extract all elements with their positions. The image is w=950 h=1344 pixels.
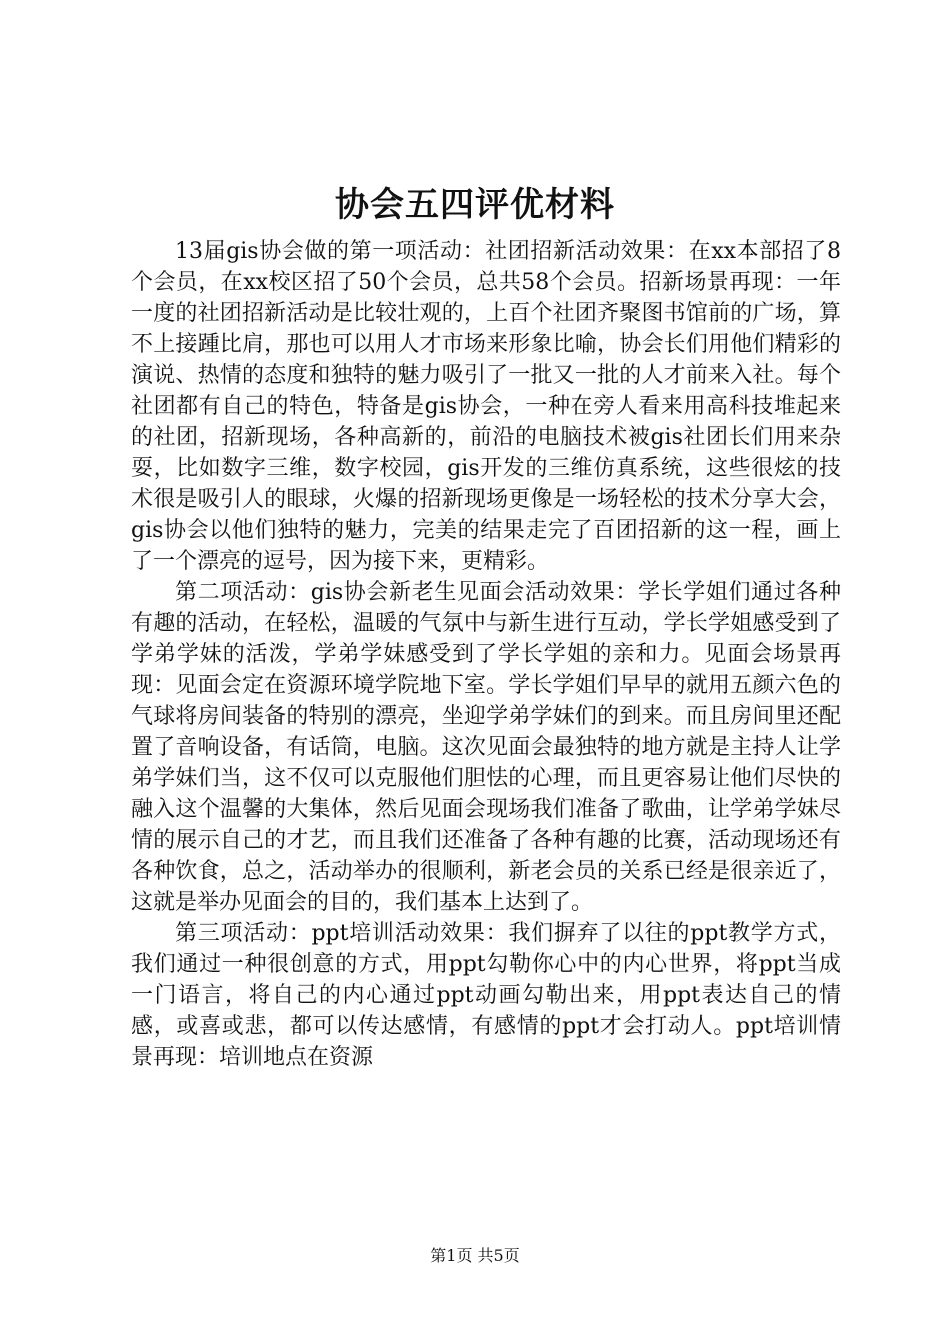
document-body: [131, 236, 841, 1073]
paragraph-activity-2: 第二项活动：gis协会新老生见面会活动效果：学长学姐们通过各种有趣的活动，在轻松，温暖的气氛中与新生进行互动，学长学姐感受到了学弟学妹的活泼，学弟学妹感受到了学长学姐的亲和力。见面会场景再现：见面会定在资源环境学院地下室。学长学姐们早早的就用五颜六色的气球将房间装备的特别的漂亮，坐迎学弟学妹们的到来。而且房间里还配置了音响设备，有话筒，电脑。这次见面会最独特的地方就是主持人让学弟学妹们当，这不仅可以克服他们胆怯的心理，而且更容易让他们尽快的融入这个温馨的大集体，然后见面会现场我们准备了歌曲，让学弟学妹尽情的展示自己的才艺，而且我们还准备了各种有趣的比赛，活动现场还有各种饮食，总之，活动举办的很顺利，新老会员的关系已经是很亲近了，这就是举办见面会的目的，我们基本上达到了。: [131, 580, 841, 915]
paragraph-activity-1: 13届gis协会做的第一项活动：社团招新活动效果：在xx本部招了8个会员，在xx校区招了50个会员，总共58个会员。招新场景再现：一年一度的社团招新活动是比较壮观的，上百个社团齐聚图书馆前的广场，算不上接踵比肩，那也可以用人才市场来形象比喻，协会长们用他们精彩的演说、热情的态度和独特的魅力吸引了一批又一批的人才前来入社。每个社团都有自己的特色，特备是gis协会，一种在旁人看来用高科技堆起来的社团，招新现场，各种高新的，前沿的电脑技术被gis社团长们用来杂耍，比如数字三维，数字校园，gis开发的三维仿真系统，这些很炫的技术很是吸引人的眼球，火爆的招新现场更像是一场轻松的技术分享大会，gis协会以他们独特的魅力，完美的结果走完了百团招新的这一程，画上了一个漂亮的逗号，因为接下来，更精彩。: [131, 239, 841, 574]
page-number-footer: 第1页 共5页: [430, 1246, 520, 1265]
document-title: 协会五四评优材料: [335, 185, 615, 225]
paragraph-activity-3: 第三项活动：ppt培训活动效果：我们摒弃了以往的ppt教学方式，我们通过一种很创意的方式，用ppt勾勒你心中的内心世界，将ppt当成一门语言，将自己的内心通过ppt动画勾勒出来，用ppt表达自己的情感，或喜或悲，都可以传达感情，有感情的ppt才会打动人。ppt培训情景再现：培训地点在资源: [131, 921, 842, 1070]
